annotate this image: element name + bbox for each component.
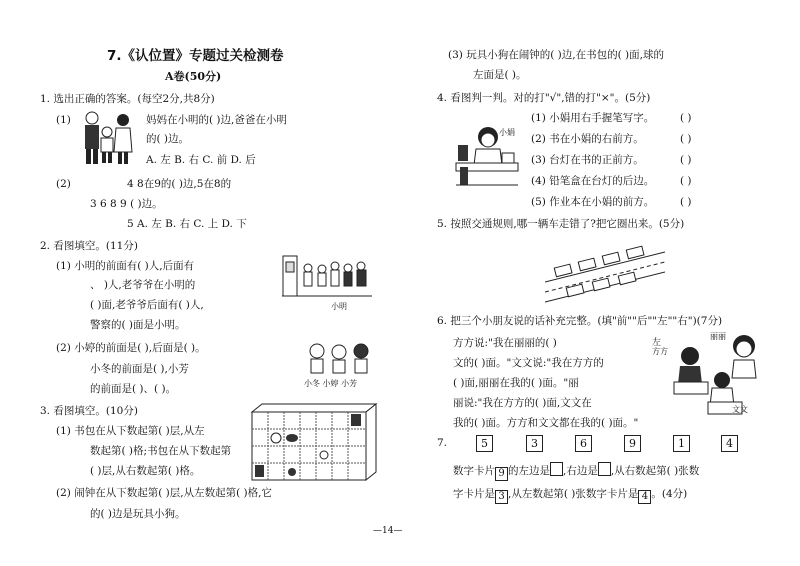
q4-heading: 4. 看图判一判。对的打"√",错的打"×"。(5分)	[437, 92, 651, 104]
q7-text: ,从左数起第( )张数字卡片是	[508, 488, 639, 500]
q2-1-line2: 、 )人,老爷爷在小明的	[90, 279, 196, 291]
q3-3-line1: (3) 玩具小狗在闹钟的( )边,在书包的( )面,球的	[448, 49, 664, 61]
number-card-3: 6	[575, 435, 592, 452]
q3-2-line1: (2) 闹钟在从下数起第( )层,从左数起第( )格,它	[56, 487, 272, 499]
q3-1-line2: 数起第( )格;书包在从下数起第	[90, 445, 232, 457]
caption-wenwen: 文文	[732, 405, 748, 414]
card-inline-9: 9	[495, 467, 508, 481]
q6-line5: 我的( )面。方方和文文都在我的( )面。"	[453, 417, 639, 429]
q7-text: 的左边是	[508, 465, 550, 477]
number-card-6: 4	[721, 435, 738, 452]
q4-2: (2) 书在小娟的右前方。	[531, 133, 644, 145]
q2-2-line1: (2) 小婷的前面是( ),后面是( )。	[56, 342, 206, 354]
q4-4: (4) 铅笔盒在台灯的后边。	[531, 175, 655, 187]
q1-2-label: (2)	[56, 178, 71, 190]
q2-2-line2: 小冬的前面是( ),小芳	[90, 363, 189, 375]
answer-box-right[interactable]	[598, 462, 611, 476]
q4-1-answer[interactable]: ( )	[680, 112, 692, 124]
q7-text: ,右边是	[563, 465, 598, 477]
q2-heading: 2. 看图填空。(11分)	[40, 240, 138, 252]
number-card-2: 3	[526, 435, 543, 452]
q6-line1: 方方说:"我在丽丽的( )	[453, 337, 557, 349]
caption-fangfang: 方方	[652, 347, 668, 356]
traffic-cars-illustration	[545, 238, 665, 308]
q1-2-line2: 3 6 8 9 ( )边。	[90, 198, 163, 210]
section-subtitle: A卷(50分)	[165, 70, 222, 83]
q1-1-line2: 的( )边。	[146, 133, 190, 145]
q4-3: (3) 台灯在书的正前方。	[531, 154, 644, 166]
shelf-grid-illustration	[250, 402, 378, 482]
q1-1-options: A. 左 B. 右 C. 前 D. 后	[146, 154, 256, 166]
q4-3-answer[interactable]: ( )	[680, 154, 692, 166]
q6-leading-fragment: 左	[652, 338, 662, 348]
q6-heading: 6. 把三个小朋友说的话补充完整。(填"前""后""左""右")(7分)	[437, 315, 723, 327]
q3-1-line3: ( )层,从右数起第( )格。	[90, 465, 201, 477]
q1-1-label: (1)	[56, 114, 71, 126]
page-number: —14—	[373, 526, 403, 536]
q3-2-line2: 的( )边是玩具小狗。	[90, 508, 186, 520]
q4-1: (1) 小娟用右手握笔写字。	[531, 112, 655, 124]
answer-box-left[interactable]	[550, 462, 563, 476]
q5-heading: 5. 按照交通规则,哪一辆车走错了?把它圈出来。(5分)	[437, 218, 685, 230]
page-title: 7.《认位置》专题过关检测卷	[107, 48, 284, 64]
caption-children-names: 小冬 小婷 小芳	[304, 379, 358, 388]
q7-line1	[453, 462, 699, 481]
q1-2-options: 5 A. 左 B. 右 C. 上 D. 下	[127, 218, 247, 230]
q4-5-answer[interactable]: ( )	[680, 196, 692, 208]
card-inline-3: 3	[495, 490, 508, 504]
children-illustration	[305, 342, 375, 376]
q4-2-answer[interactable]: ( )	[680, 133, 692, 145]
q1-heading: 1. 选出正确的答案。(每空2分,共8分)	[40, 93, 215, 105]
q1-2-line1: 4 8在9的( )边,5在8的	[127, 178, 232, 190]
number-card-5: 1	[673, 435, 690, 452]
queue-illustration	[282, 254, 372, 300]
q4-5: (5) 作业本在小娟的前方。	[531, 196, 655, 208]
caption-xiaoming: 小明	[331, 302, 347, 311]
q3-3-line2: 左面是( )。	[473, 69, 527, 81]
q2-1-line3: ( )面,老爷爷后面有( )人,	[90, 299, 204, 311]
q3-1-line1: (1) 书包在从下数起第( )层,从左	[56, 425, 205, 437]
family-illustration	[78, 108, 136, 166]
q3-heading: 3. 看图填空。(10分)	[40, 405, 138, 417]
q7-text: 。(4分)	[651, 488, 688, 500]
q2-2-line3: 的前面是( )、( )。	[90, 383, 177, 395]
q6-line2: 文的( )面。"文文说:"我在方方的	[453, 357, 604, 369]
caption-xiaojuan: 小娟	[499, 128, 515, 137]
q7-text: ,从右数起第( )张数	[610, 465, 700, 477]
q4-4-answer[interactable]: ( )	[680, 175, 692, 187]
caption-lili: 丽丽	[710, 332, 726, 341]
number-card-1: 5	[476, 435, 493, 452]
q7-number: 7.	[437, 437, 448, 449]
number-card-4: 9	[624, 435, 641, 452]
q7-text: 数字卡片	[453, 465, 495, 477]
q6-line3: ( )面,丽丽在我的( )面。"丽	[453, 377, 579, 389]
card-inline-4: 4	[638, 490, 651, 504]
q7-text: 字卡片是	[453, 488, 495, 500]
q7-line2	[453, 487, 687, 504]
q2-1-line4: 警察的( )面是小明。	[90, 319, 186, 331]
q2-1-line1: (1) 小明的前面有( )人,后面有	[56, 260, 195, 272]
q1-1-line1: 妈妈在小明的( )边,爸爸在小明	[146, 114, 287, 126]
q6-line4: 丽说:"我在方方的( )面,文文在	[453, 397, 592, 409]
